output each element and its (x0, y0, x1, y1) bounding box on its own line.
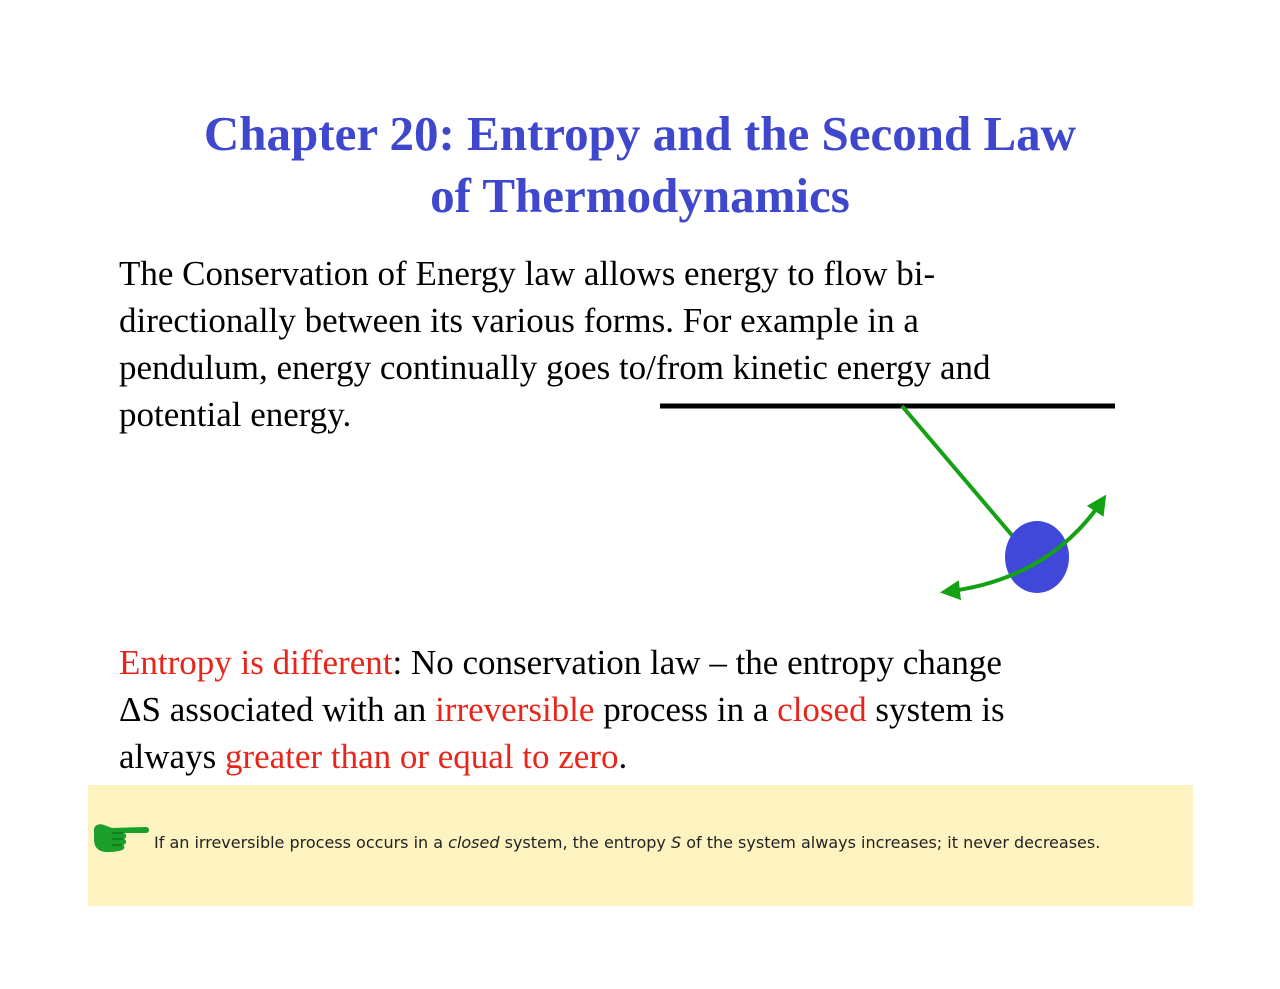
entropy-text-f: . (618, 737, 628, 776)
entropy-line-2 (119, 686, 1219, 733)
closed-text: closed (777, 690, 867, 729)
note-box (88, 785, 1193, 906)
entropy-text-b: ΔS associated with an (119, 690, 436, 729)
note-text-a: If an irreversible process occurs in a (154, 833, 449, 852)
note-text-c: of the system always increases; it never decreases. (681, 833, 1101, 852)
pendulum-icon (640, 380, 1140, 610)
entropy-is-different-text: Entropy is different (119, 643, 393, 682)
pointing-hand-icon (92, 821, 150, 855)
entropy-text-e: always (119, 737, 225, 776)
pendulum-bob (1005, 521, 1069, 593)
entropy-line-1 (119, 639, 1219, 686)
note-text (154, 833, 1100, 852)
greater-than-zero-text: greater than or equal to zero (224, 737, 619, 776)
note-closed-text: closed (448, 833, 500, 852)
intro-line-1: The Conservation of Energy law allows energy to flow bi- (119, 254, 936, 293)
title-line-1: Chapter 20: Entropy and the Second Law (203, 106, 1077, 161)
entropy-text-d: system is (866, 690, 1005, 729)
intro-line-2: directionally between its various forms. For example in a (119, 301, 919, 340)
pendulum-string (902, 406, 1016, 540)
entropy-text-a: : No conservation law – the entropy change (392, 643, 1002, 682)
note-text-b: system, the entropy (499, 833, 671, 852)
note-symbol-s: S (670, 833, 682, 852)
title-line-2: of Thermodynamics (430, 168, 850, 223)
entropy-text-c: process in a (594, 690, 778, 729)
intro-line-3: pendulum, energy continually goes to/from kinetic energy and (119, 348, 991, 387)
intro-line-4: potential energy. (119, 395, 352, 434)
irreversible-text: irreversible (435, 690, 595, 729)
slide-title (0, 103, 1280, 227)
entropy-line-3 (119, 733, 1219, 780)
entropy-paragraph (119, 639, 1219, 780)
